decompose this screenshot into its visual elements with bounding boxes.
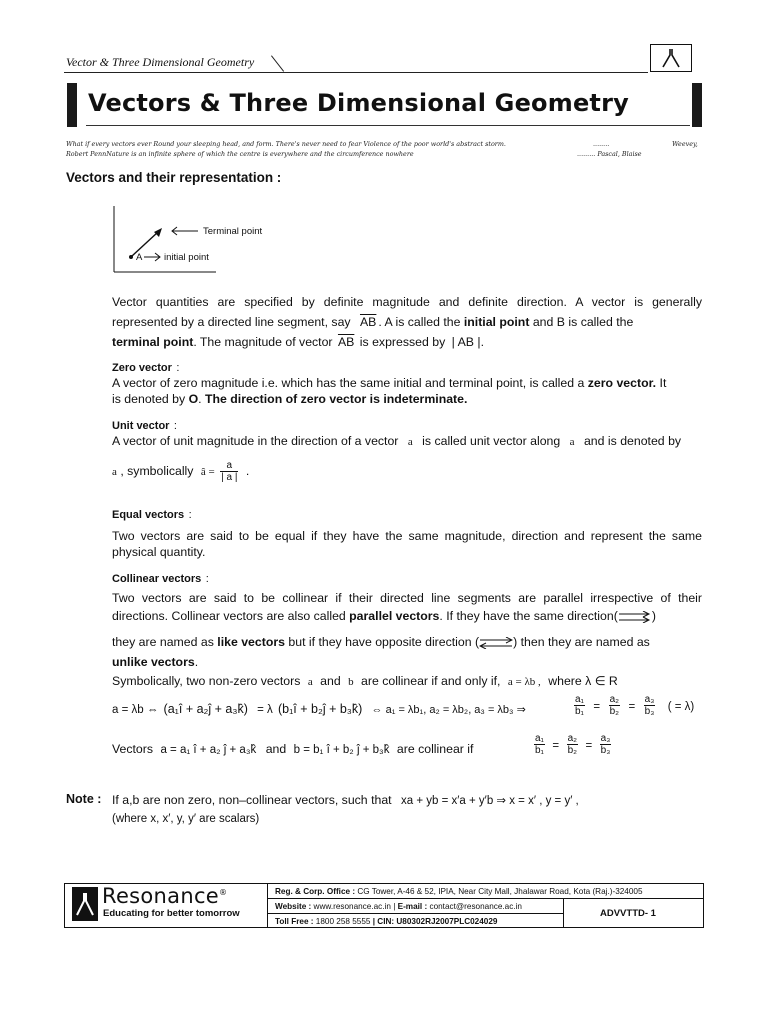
- quote-line-1: What if every vectors ever Round your sleeping head, and form. There's never need to fear Violence of the poor world's abstract storm.: [66, 140, 506, 148]
- unit-vector-heading: Unit vector :: [112, 420, 177, 432]
- ratio-fractions-1: $\frac{\text{a₁}}{\text{b₁}}$ = $\frac{\text{a₂}}{\text{b₂}}$ = $\frac{\text{a₃}}{\text{b₃}}$ ( = λ): [575, 694, 695, 717]
- same-direction-arrows-icon: [618, 611, 652, 623]
- footer-divider: [267, 883, 268, 928]
- abs-ab: | AB |: [451, 335, 481, 349]
- collinear-line-3: they are named as like vectors but if they have opposite direction ( ) then they are named as: [112, 635, 650, 649]
- collinear-condition-line: Vectors a = a₁ î + a₂ ĵ + a₃k̂ and b = b₁ î + b₂ ĵ + b₃k̂ are collinear if: [112, 742, 474, 756]
- footer-website: Website : www.resonance.ac.in | E-mail : contact@resonance.ac.in: [275, 902, 522, 911]
- zero-vector-line-1: A vector of zero magnitude i.e. which has the same initial and terminal point, is called a zero vector. It: [112, 376, 667, 390]
- brand-name: Resonance: [102, 884, 220, 908]
- page-code: ADVVTTD- 1: [600, 908, 656, 919]
- quote-line-2: Robert PennNature is an infinite sphere of which the centre is everywhere and the circumference nowhere: [66, 150, 414, 158]
- p1-line-2: represented by a directed line segment, say $\overline{AB}$ . A is called the initial point and B is called the: [112, 315, 634, 329]
- footer-address: Reg. & Corp. Office : CG Tower, A-46 & 52, IPIA, Near City Mall, Jhalawar Road, Kota (Raj.)-324005: [275, 887, 643, 896]
- collinear-line-1: Two vectors are said to be collinear if their directed line segments are parallel irrespective of their: [112, 591, 702, 605]
- header-logo-icon: [650, 44, 692, 72]
- resonance-logo-icon: [72, 887, 98, 921]
- title-bar-left: [67, 83, 77, 127]
- opposite-direction-arrows-icon: [479, 637, 513, 649]
- initial-point-label: initial point: [164, 252, 209, 263]
- header-slant: [271, 55, 284, 71]
- footer-tollfree: Toll Free : 1800 258 5555 | CIN: U80302RJ2007PLC024029: [275, 917, 498, 926]
- unit-vector-line-1: A vector of unit magnitude in the direction of a vector a is called unit vector along a and is denoted by: [112, 434, 682, 448]
- equal-vectors-line-1: Two vectors are said to be equal if they have the same magnitude, direction and represent the same: [112, 529, 702, 543]
- running-title: Vector & Three Dimensional Geometry: [66, 55, 255, 69]
- equal-vectors-heading: Equal vectors :: [112, 509, 192, 521]
- footer-row-line-2: [267, 913, 563, 914]
- footer-code-divider: [563, 898, 564, 928]
- quote-line-1-author: Weevey,: [672, 140, 698, 148]
- collinear-line-5: Symbolically, two non-zero vectors a and b are collinear if and only if, a = λb , where λ ∈ R: [112, 674, 618, 688]
- note-line-2: (where x, x′, y, y′ are scalars): [112, 813, 260, 825]
- zero-vector-heading: Zero vector :: [112, 362, 180, 374]
- quote-line-1-dots: ........: [593, 140, 610, 148]
- unit-vector-line-2: a , symbolically â = $\frac{a}{| a |}$ .: [112, 460, 250, 483]
- vector-diagram: [110, 204, 280, 276]
- note-line-1: If a,b are non zero, non–collinear vectors, such that xa + yb = x′a + y′b ⇒ x = x′ , y = y′ ,: [112, 793, 579, 807]
- p1-line-1: Vector quantities are specified by definite magnitude and definite direction. A vector is generally: [112, 295, 702, 309]
- brand-tagline: Educating for better tomorrow: [103, 908, 240, 919]
- quote-line-2-author: ......... Pascal, Blaise: [577, 150, 642, 158]
- ratio-fractions-2: $\frac{\text{a₁}}{\text{b₁}}$ = $\frac{\text{a₂}}{\text{b₂}}$ = $\frac{\text{a₃}}{\text{b₃}}$: [535, 733, 611, 756]
- p1-line-3: terminal point. The magnitude of vector $\overline{AB}$ is expressed by | AB |.: [112, 335, 485, 349]
- section-title: Vectors and their representation :: [66, 170, 282, 185]
- collinear-vectors-heading: Collinear vectors :: [112, 573, 209, 585]
- note-label: Note :: [66, 792, 102, 806]
- title-underline: [86, 125, 690, 126]
- vector-ab: $\overline{AB}$: [359, 315, 377, 329]
- title-bar-right: [692, 83, 702, 127]
- equation-1: a = λb ⇔ (a₁î + a₂ĵ + a₃k̂) = λ (b₁î + b₂ĵ + b₃k̂) ⇔ a₁ = λb₁, a₂ = λb₂, a₃ = λb₃ ⇒: [112, 702, 526, 716]
- collinear-line-4: unlike vectors.: [112, 655, 199, 669]
- terminal-point-label: Terminal point: [203, 226, 263, 237]
- point-a-label: A: [136, 252, 143, 263]
- equal-vectors-line-2: physical quantity.: [112, 545, 206, 559]
- page-title: Vectors & Three Dimensional Geometry: [88, 89, 629, 117]
- zero-vector-line-2: is denoted by O. The direction of zero vector is indeterminate.: [112, 392, 468, 406]
- collinear-line-2: directions. Collinear vectors are also called parallel vectors. If they have the same direction( ): [112, 609, 656, 623]
- footer-row-line-1: [267, 898, 704, 899]
- header-rule: [64, 72, 648, 73]
